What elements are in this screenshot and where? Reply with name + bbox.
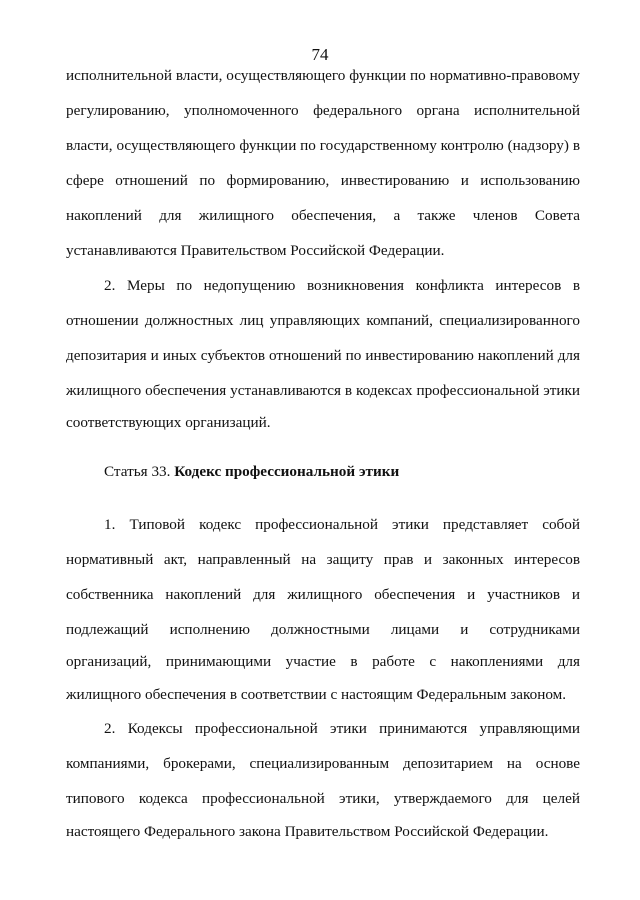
paragraph-line: собственника накоплений для жилищного обеспечения и участников и [66,586,580,603]
paragraph-line: типового кодекса профессиональной этики, утверждаемого для целей [66,790,580,807]
paragraph-line: регулированию, уполномоченного федерального органа исполнительной [66,102,580,119]
paragraph-line: 2. Кодексы профессиональной этики принимаются управляющими [104,720,580,737]
paragraph-line: накоплений для жилищного обеспечения, а также членов Совета [66,207,580,224]
paragraph-line: власти, осуществляющего функции по государственному контролю (надзору) в [66,137,580,154]
paragraph-line: устанавливаются Правительством Российской Федерации. [66,242,445,259]
paragraph-line: нормативный акт, направленный на защиту прав и законных интересов [66,551,580,568]
paragraph-line: подлежащий исполнению должностными лицами и сотрудниками [66,621,580,638]
paragraph-line: соответствующих организаций. [66,414,271,431]
article-heading [104,462,399,482]
paragraph-line: жилищного обеспечения в соответствии с настоящим Федеральным законом. [66,686,567,703]
paragraph-line: организаций, принимающими участие в работе с накоплениями для [66,653,580,670]
page-number: 74 [311,45,329,64]
paragraph-line: настоящего Федерального закона Правительством Российской Федерации. [66,823,549,840]
article-title: Кодекс профессиональной этики [174,463,400,480]
paragraph-line: компаниями, брокерами, специализированным депозитарием на основе [66,755,580,772]
paragraph-line: исполнительной власти, осуществляющего функции по нормативно-правовому [66,67,580,84]
paragraph-line: депозитария и иных субъектов отношений по инвестированию накоплений для [66,347,580,364]
paragraph-line: отношении должностных лиц управляющих компаний, специализированного [66,312,580,329]
article-number: Статья 33. [104,463,171,480]
paragraph-line: 2. Меры по недопущению возникновения конфликта интересов в [104,277,580,294]
paragraph-line: сфере отношений по формированию, инвестированию и использованию [66,172,580,189]
paragraph-line: 1. Типовой кодекс профессиональной этики представляет собой [104,516,580,533]
paragraph-line: жилищного обеспечения устанавливаются в кодексах профессиональной этики [66,382,580,399]
